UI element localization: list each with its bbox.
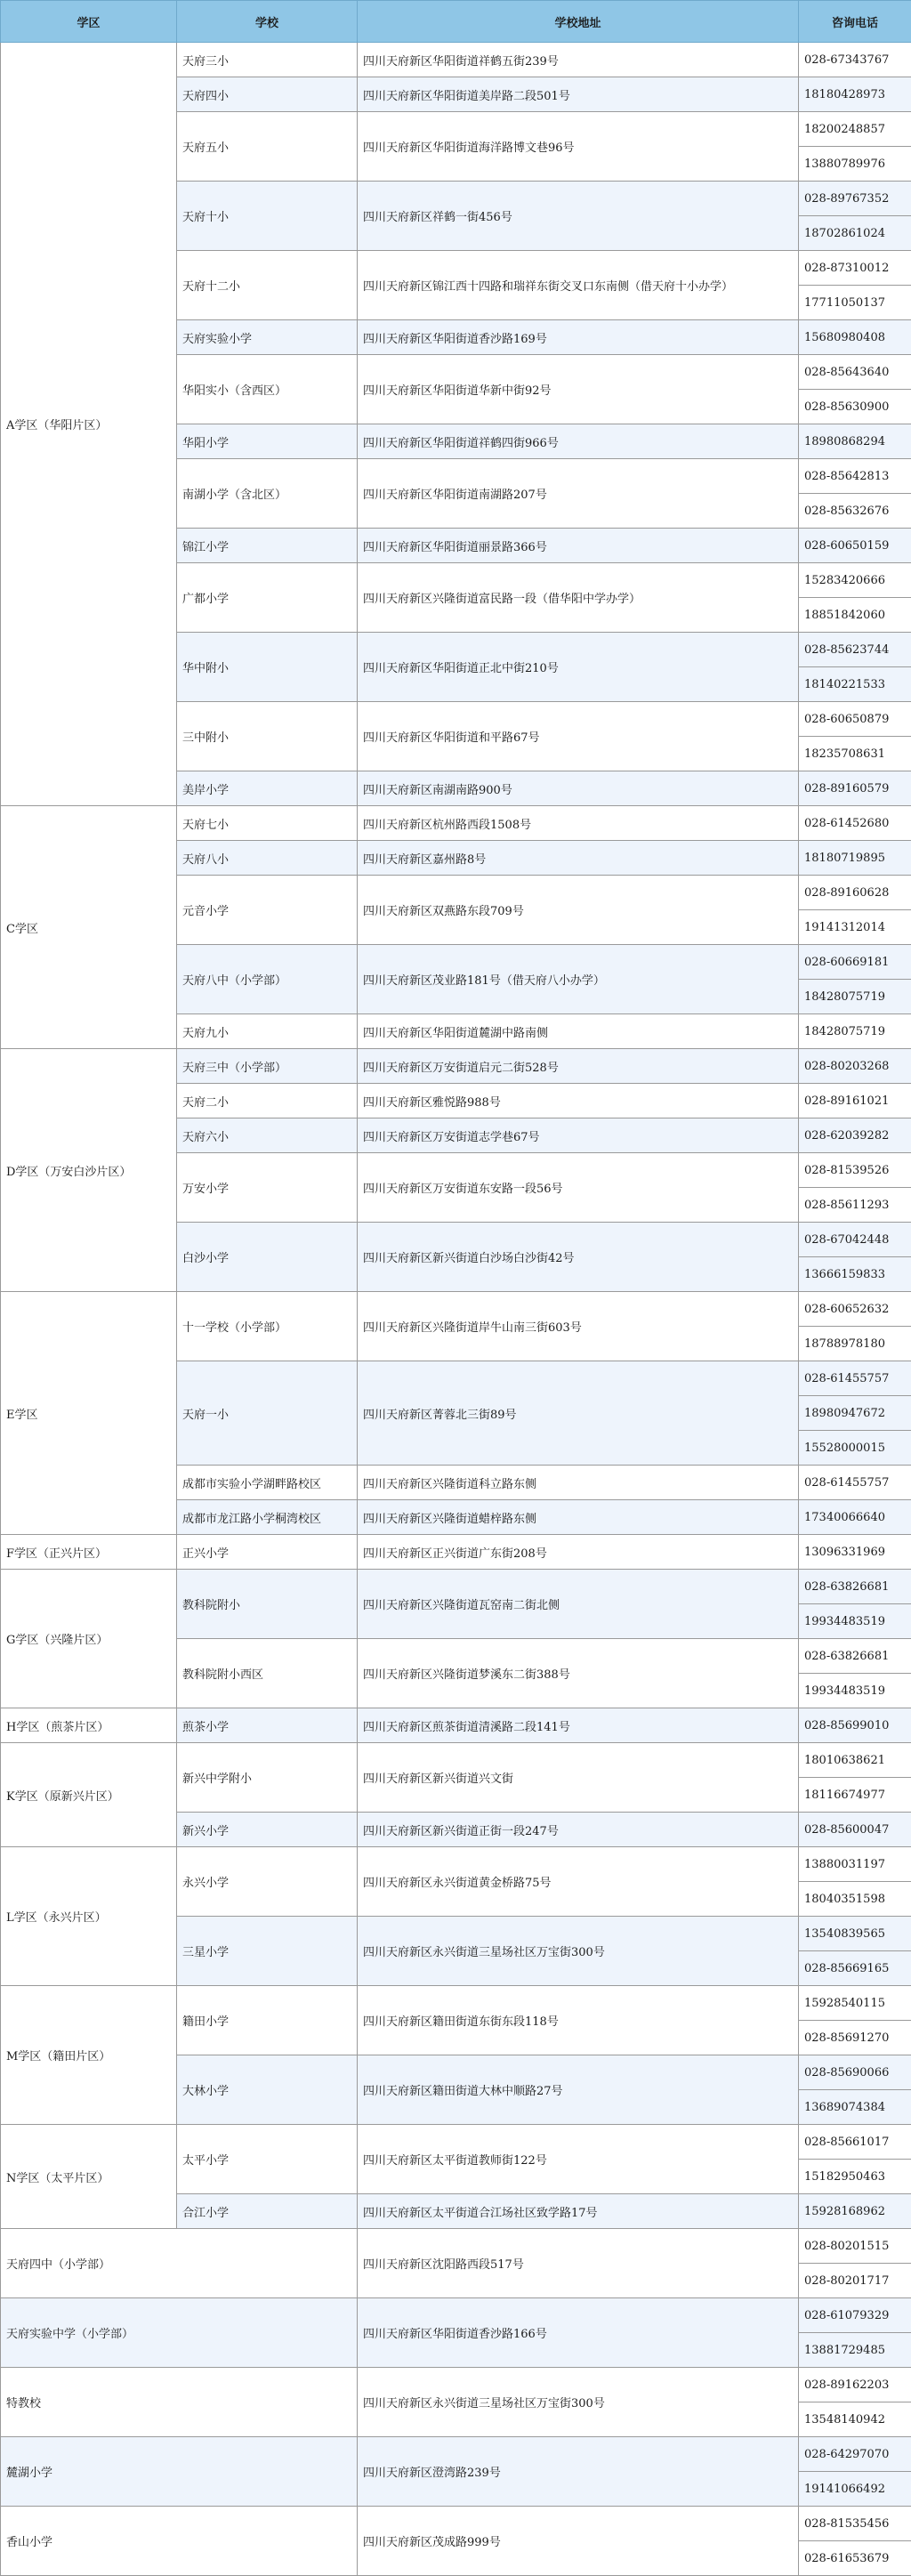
school-phone: 18980947672 — [799, 1396, 911, 1431]
school-address: 四川天府新区嘉州路8号 — [358, 841, 799, 876]
district-name: D学区（万安白沙片区） — [1, 1049, 177, 1292]
table-row — [1, 806, 911, 841]
school-phone: 028-67343767 — [799, 43, 911, 77]
school-phone: 028-60669181 — [799, 945, 911, 980]
table-row — [1, 2298, 911, 2333]
school-phone: 19141066492 — [799, 2472, 911, 2507]
school-name: 天府三中（小学部） — [177, 1049, 358, 1084]
school-phone: 028-85632676 — [799, 494, 911, 529]
school-address: 四川天府新区太平街道教师街122号 — [358, 2125, 799, 2194]
school-address: 四川天府新区华阳街道丽景路366号 — [358, 529, 799, 563]
table-row — [1, 2229, 911, 2264]
school-phone: 028-85600047 — [799, 1813, 911, 1847]
table-row — [1, 2507, 911, 2541]
header-address: 学校地址 — [358, 1, 799, 43]
school-address: 四川天府新区万安街道志学巷67号 — [358, 1118, 799, 1153]
school-address: 四川天府新区华阳街道南湖路207号 — [358, 459, 799, 529]
school-address: 四川天府新区兴隆街道瓦窑南二街北侧 — [358, 1570, 799, 1639]
school-name: 天府三小 — [177, 43, 358, 77]
school-name: 三星小学 — [177, 1917, 358, 1986]
school-phone: 13666159833 — [799, 1257, 911, 1292]
school-name: 白沙小学 — [177, 1223, 358, 1292]
school-phone: 15182950463 — [799, 2160, 911, 2194]
school-phone: 18200248857 — [799, 112, 911, 147]
standalone-school-name: 麓湖小学 — [1, 2437, 358, 2507]
school-name: 教科院附小西区 — [177, 1639, 358, 1708]
school-address: 四川天府新区永兴街道三星场社区万宝街300号 — [358, 2368, 799, 2437]
school-name: 天府八小 — [177, 841, 358, 876]
school-phone: 15283420666 — [799, 563, 911, 598]
school-phone: 028-80203268 — [799, 1049, 911, 1084]
school-address: 四川天府新区煎茶街道清溪路二段141号 — [358, 1708, 799, 1743]
school-phone: 18040351598 — [799, 1882, 911, 1917]
school-name: 天府六小 — [177, 1118, 358, 1153]
school-phone: 13880031197 — [799, 1847, 911, 1882]
school-name: 天府四小 — [177, 77, 358, 112]
header-district: 学区 — [1, 1, 177, 43]
school-phone: 028-85690066 — [799, 2055, 911, 2090]
school-name: 天府实验小学 — [177, 320, 358, 355]
school-name: 永兴小学 — [177, 1847, 358, 1917]
school-phone: 028-85642813 — [799, 459, 911, 494]
school-name: 正兴小学 — [177, 1535, 358, 1570]
school-address: 四川天府新区兴隆街道梦溪东二街388号 — [358, 1639, 799, 1708]
school-phone: 15528000015 — [799, 1431, 911, 1466]
standalone-school-name: 香山小学 — [1, 2507, 358, 2576]
school-address: 四川天府新区杭州路西段1508号 — [358, 806, 799, 841]
school-phone: 028-62039282 — [799, 1118, 911, 1153]
school-phone: 17711050137 — [799, 286, 911, 320]
school-phone: 028-63826681 — [799, 1639, 911, 1674]
school-phone: 028-63826681 — [799, 1570, 911, 1604]
school-address: 四川天府新区雅悦路988号 — [358, 1084, 799, 1118]
school-phone: 028-60652632 — [799, 1292, 911, 1327]
school-phone: 028-61452680 — [799, 806, 911, 841]
table-header-row — [1, 1, 911, 43]
school-name: 天府八中（小学部） — [177, 945, 358, 1014]
table-row — [1, 1535, 911, 1570]
school-phone: 028-89161021 — [799, 1084, 911, 1118]
school-address: 四川天府新区南湖南路900号 — [358, 771, 799, 806]
school-address: 四川天府新区华阳街道祥鹤五街239号 — [358, 43, 799, 77]
school-name: 华阳小学 — [177, 424, 358, 459]
school-address: 四川天府新区华阳街道正北中街210号 — [358, 633, 799, 702]
school-phone: 18235708631 — [799, 737, 911, 771]
school-phone: 028-81539526 — [799, 1153, 911, 1188]
school-phone: 028-80201515 — [799, 2229, 911, 2264]
school-phone: 18116674977 — [799, 1778, 911, 1813]
school-phone: 028-61455757 — [799, 1466, 911, 1500]
school-phone: 028-87310012 — [799, 251, 911, 286]
school-address: 四川天府新区华阳街道祥鹤四街966号 — [358, 424, 799, 459]
district-name: G学区（兴隆片区） — [1, 1570, 177, 1708]
table-row — [1, 1049, 911, 1084]
school-address: 四川天府新区新兴街道白沙场白沙街42号 — [358, 1223, 799, 1292]
school-address: 四川天府新区永兴街道黄金桥路75号 — [358, 1847, 799, 1917]
school-phone: 15680980408 — [799, 320, 911, 355]
school-address: 四川天府新区双燕路东段709号 — [358, 876, 799, 945]
school-phone: 18980868294 — [799, 424, 911, 459]
table-row — [1, 1986, 911, 2021]
school-phone: 028-60650159 — [799, 529, 911, 563]
table-row — [1, 1743, 911, 1778]
school-name: 美岸小学 — [177, 771, 358, 806]
school-address: 四川天府新区兴隆街道科立路东侧 — [358, 1466, 799, 1500]
school-phone: 028-85643640 — [799, 355, 911, 390]
school-name: 三中附小 — [177, 702, 358, 771]
school-name: 广都小学 — [177, 563, 358, 633]
school-address: 四川天府新区太平街道合江场社区致学路17号 — [358, 2194, 799, 2229]
school-address: 四川天府新区华阳街道和平路67号 — [358, 702, 799, 771]
school-address: 四川天府新区华阳街道麓湖中路南侧 — [358, 1014, 799, 1049]
school-name: 成都市实验小学湖畔路校区 — [177, 1466, 358, 1500]
school-phone: 19934483519 — [799, 1604, 911, 1639]
school-phone: 13881729485 — [799, 2333, 911, 2368]
school-phone: 028-89162203 — [799, 2368, 911, 2402]
school-address: 四川天府新区兴隆街道蜡梓路东侧 — [358, 1500, 799, 1535]
school-name: 南湖小学（含北区） — [177, 459, 358, 529]
school-phone: 028-89767352 — [799, 182, 911, 216]
school-name: 华阳实小（含西区） — [177, 355, 358, 424]
school-phone: 028-85630900 — [799, 390, 911, 424]
school-phone: 18180428973 — [799, 77, 911, 112]
school-phone: 13540839565 — [799, 1917, 911, 1951]
table-row — [1, 2125, 911, 2160]
school-phone: 028-85661017 — [799, 2125, 911, 2160]
school-phone: 19141312014 — [799, 910, 911, 945]
school-phone: 13548140942 — [799, 2402, 911, 2437]
school-name: 元音小学 — [177, 876, 358, 945]
table-row — [1, 1847, 911, 1882]
district-name: E学区 — [1, 1292, 177, 1535]
school-phone: 028-64297070 — [799, 2437, 911, 2472]
school-name: 万安小学 — [177, 1153, 358, 1223]
school-phone: 18010638621 — [799, 1743, 911, 1778]
school-address: 四川天府新区万安街道东安路一段56号 — [358, 1153, 799, 1223]
school-name: 太平小学 — [177, 2125, 358, 2194]
school-name: 合江小学 — [177, 2194, 358, 2229]
header-school: 学校 — [177, 1, 358, 43]
school-phone: 18702861024 — [799, 216, 911, 251]
school-phone: 13689074384 — [799, 2090, 911, 2125]
school-address: 四川天府新区菁蓉北三街89号 — [358, 1361, 799, 1466]
school-phone: 17340066640 — [799, 1500, 911, 1535]
school-address: 四川天府新区澄湾路239号 — [358, 2437, 799, 2507]
school-phone: 18428075719 — [799, 1014, 911, 1049]
table-row — [1, 2437, 911, 2472]
header-phone: 咨询电话 — [799, 1, 911, 43]
school-name: 煎茶小学 — [177, 1708, 358, 1743]
school-address: 四川天府新区沈阳路西段517号 — [358, 2229, 799, 2298]
school-phone: 028-89160579 — [799, 771, 911, 806]
school-phone: 19934483519 — [799, 1674, 911, 1708]
table-row — [1, 1292, 911, 1327]
school-phone: 028-85669165 — [799, 1951, 911, 1986]
school-name: 新兴中学附小 — [177, 1743, 358, 1813]
school-address: 四川天府新区新兴街道正街一段247号 — [358, 1813, 799, 1847]
school-address: 四川天府新区正兴街道广东街208号 — [358, 1535, 799, 1570]
district-name: H学区（煎茶片区） — [1, 1708, 177, 1743]
district-name: C学区 — [1, 806, 177, 1049]
school-name: 天府十小 — [177, 182, 358, 251]
school-phone: 028-61653679 — [799, 2541, 911, 2576]
school-phone: 028-80201717 — [799, 2264, 911, 2298]
school-name: 华中附小 — [177, 633, 358, 702]
standalone-school-name: 天府四中（小学部） — [1, 2229, 358, 2298]
district-name: F学区（正兴片区） — [1, 1535, 177, 1570]
school-name: 天府十二小 — [177, 251, 358, 320]
table-row — [1, 1570, 911, 1604]
school-address: 四川天府新区兴隆街道富民路一段（借华阳中学办学） — [358, 563, 799, 633]
school-name: 成都市龙江路小学桐湾校区 — [177, 1500, 358, 1535]
school-address: 四川天府新区籍田街道东街东段118号 — [358, 1986, 799, 2055]
school-name: 锦江小学 — [177, 529, 358, 563]
school-phone: 028-89160628 — [799, 876, 911, 910]
school-phone: 028-85691270 — [799, 2021, 911, 2055]
district-name: N学区（太平片区） — [1, 2125, 177, 2229]
school-name: 籍田小学 — [177, 1986, 358, 2055]
school-name: 天府七小 — [177, 806, 358, 841]
table-body — [1, 43, 911, 2576]
school-phone: 028-60650879 — [799, 702, 911, 737]
school-phone: 028-85699010 — [799, 1708, 911, 1743]
school-name: 天府九小 — [177, 1014, 358, 1049]
school-phone: 18140221533 — [799, 667, 911, 702]
table-row — [1, 2368, 911, 2402]
school-address: 四川天府新区华阳街道美岸路二段501号 — [358, 77, 799, 112]
district-name: L学区（永兴片区） — [1, 1847, 177, 1986]
school-name: 新兴小学 — [177, 1813, 358, 1847]
school-name: 天府一小 — [177, 1361, 358, 1466]
school-name: 大林小学 — [177, 2055, 358, 2125]
table-row — [1, 43, 911, 77]
school-phone: 028-67042448 — [799, 1223, 911, 1257]
school-phone: 18180719895 — [799, 841, 911, 876]
school-phone: 18851842060 — [799, 598, 911, 633]
school-phone: 028-85623744 — [799, 633, 911, 667]
school-address: 四川天府新区华阳街道香沙路166号 — [358, 2298, 799, 2368]
school-address: 四川天府新区籍田街道大林中顺路27号 — [358, 2055, 799, 2125]
school-name: 天府二小 — [177, 1084, 358, 1118]
standalone-school-name: 特教校 — [1, 2368, 358, 2437]
school-address: 四川天府新区华阳街道华新中街92号 — [358, 355, 799, 424]
school-phone: 15928168962 — [799, 2194, 911, 2229]
table-row — [1, 1708, 911, 1743]
school-phone: 15928540115 — [799, 1986, 911, 2021]
school-name: 教科院附小 — [177, 1570, 358, 1639]
school-address: 四川天府新区锦江西十四路和瑞祥东街交叉口东南侧（借天府十小办学） — [358, 251, 799, 320]
district-name: M学区（籍田片区） — [1, 1986, 177, 2125]
school-phone: 18428075719 — [799, 980, 911, 1014]
district-name: A学区（华阳片区） — [1, 43, 177, 806]
school-address: 四川天府新区华阳街道香沙路169号 — [358, 320, 799, 355]
school-phone: 18788978180 — [799, 1327, 911, 1361]
school-address: 四川天府新区茂成路999号 — [358, 2507, 799, 2576]
school-address: 四川天府新区华阳街道海洋路博文巷96号 — [358, 112, 799, 182]
school-phone: 028-61079329 — [799, 2298, 911, 2333]
school-address: 四川天府新区兴隆街道岸牛山南三街603号 — [358, 1292, 799, 1361]
school-address: 四川天府新区茂业路181号（借天府八小办学） — [358, 945, 799, 1014]
standalone-school-name: 天府实验中学（小学部） — [1, 2298, 358, 2368]
school-address: 四川天府新区永兴街道三星场社区万宝街300号 — [358, 1917, 799, 1986]
school-name: 天府五小 — [177, 112, 358, 182]
school-phone: 13096331969 — [799, 1535, 911, 1570]
school-phone: 13880789976 — [799, 147, 911, 182]
school-phone: 028-81535456 — [799, 2507, 911, 2541]
school-address: 四川天府新区万安街道启元二街528号 — [358, 1049, 799, 1084]
district-name: K学区（原新兴片区） — [1, 1743, 177, 1847]
school-name: 十一学校（小学部） — [177, 1292, 358, 1361]
school-address: 四川天府新区新兴街道兴文街 — [358, 1743, 799, 1813]
school-phone: 028-85611293 — [799, 1188, 911, 1223]
school-phone: 028-61455757 — [799, 1361, 911, 1396]
school-address: 四川天府新区祥鹤一街456号 — [358, 182, 799, 251]
